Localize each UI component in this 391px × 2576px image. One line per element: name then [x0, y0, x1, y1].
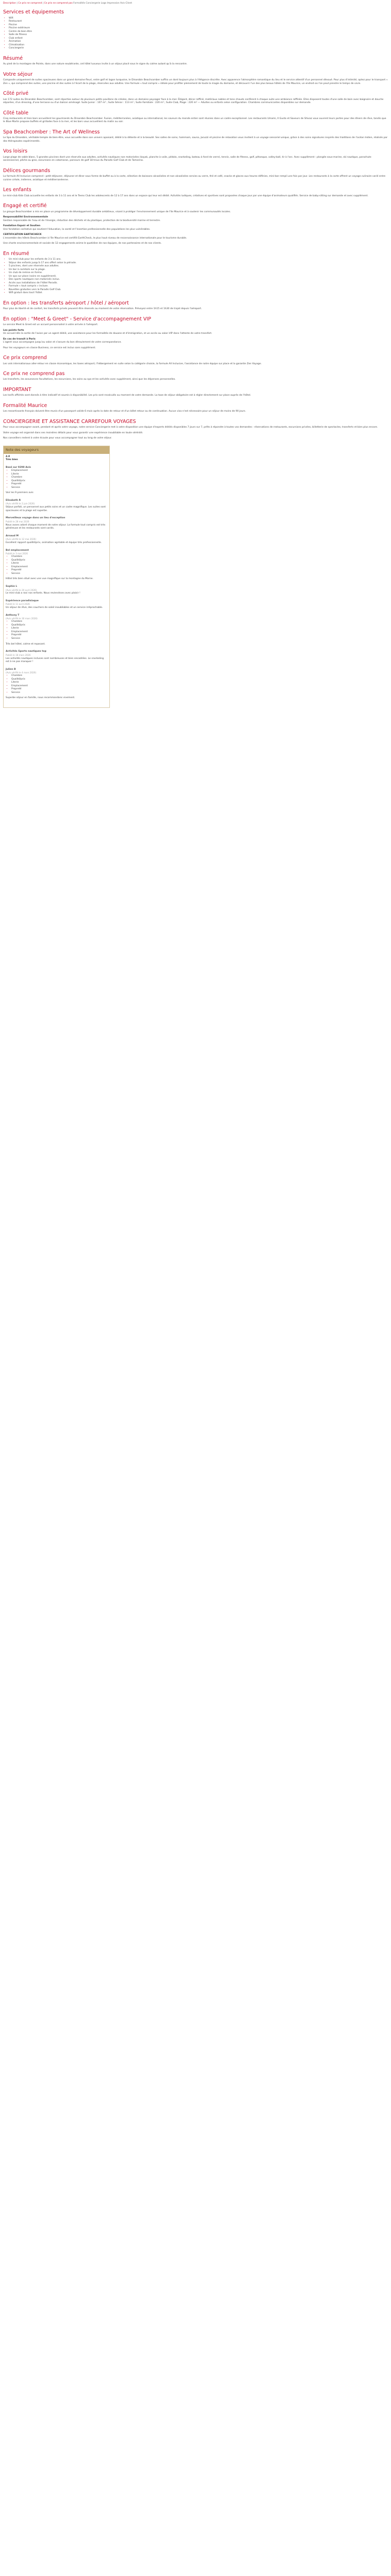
a-savoir-section	[3, 355, 388, 366]
page	[0, 0, 391, 718]
loisirs-title: Vos loisirs	[3, 148, 28, 155]
formalite-title: Formalité Maurice	[3, 402, 47, 409]
loisirs-section	[3, 148, 388, 162]
meet-greet-note: Pour les voyageurs en classe Business, ce service est inclus sans supplément.	[3, 346, 96, 349]
conciergerie-section	[3, 419, 388, 440]
en-resume-item-2-text: 5 piscines, dont une réservée aux adultes.	[9, 265, 59, 268]
review-text: Un séjour de rêve, des couchers de soleil inoubliables et un service irréprochable.	[6, 606, 103, 609]
review-criterion-3-text: Emplacement	[11, 630, 28, 633]
review-title: Anthony T	[6, 614, 20, 617]
en-resume-item-5-text: Un spa sur place (soins en supplément).	[9, 275, 57, 278]
en-resume-title: En résumé	[3, 250, 29, 257]
services-item-0-text: Wifi	[9, 16, 13, 20]
votre-sejour-text: Composée uniquement de suites spacieuses dans un grand domaine fleuri, entre golf et lagon turquoise, le Dinarobin Beachcomber suffira un dont toujours plus à l'élégance discrète. Avec apparence l'atmosphère romantique du lieu et le service attentif d'un personnel dévoué. Pour plus d'intimité, optez pour le transport « Zen », qui comprend des suites, une piscine et des suites à l'écart de la plage, réservées aux adultes. Une formule « tout compris » idéale pour profiter pleinement de toute la magie du domaine, et découvrir l'un des plus beaux hôtels de l'île Maurice, un endroit où l'on peut prendre le temps de vivre.	[3, 79, 388, 85]
review-date: Publié le 18 mars 2026	[6, 653, 31, 656]
review-title: Activités Sports nautiques top	[6, 650, 46, 653]
review-date: (Avis vérifié le 20 avril 2026)	[6, 588, 37, 591]
review-text: Voir les 9 premiers avis	[6, 492, 34, 495]
review-criterion-0-text: Chambre	[11, 555, 22, 558]
review-criterion-5-text: Service	[11, 691, 20, 694]
review-text: Le mini-club a ravi nos enfants. Nous reviendrons avec plaisir !	[6, 592, 80, 595]
reviews-header: Note des voyageurs	[4, 446, 109, 454]
review-title: Basé sur 9298 Avis	[6, 466, 31, 469]
services-item-3-text: Piscine extérieure	[9, 27, 30, 30]
review-criterion-4-text: Propreté	[11, 634, 22, 637]
review-criterion-5	[11, 691, 107, 695]
review-criterion-5	[11, 486, 107, 490]
review-criteria-list	[6, 674, 107, 694]
formalite-text: Les ressortissants français doivent être munis d'un passeport valide 6 mois après la date de retour et d'un billet retour ou de continuation. Aucun visa n'est nécessaire pour un séjour de moins de 90 jours.	[3, 410, 246, 413]
review-criteria-list	[6, 555, 107, 575]
resume-title: Résumé	[3, 55, 23, 61]
cote-prive-section	[3, 91, 388, 105]
review-date: (Avis vérifié le 2 juin 2026)	[6, 502, 35, 505]
review-criterion-1-text: Literie	[11, 472, 19, 476]
review-item-7	[6, 614, 107, 646]
options-title: En option : les transferts aéroport / hôtel / aéroport	[3, 300, 129, 306]
services-item-8-text: Climatisation	[9, 43, 25, 46]
review-title: Expérience paradisiaque	[6, 599, 39, 602]
review-criterion-5	[11, 637, 107, 641]
breadcrumb-tail: Formalités Conciergerie Logo Impression Avis Client	[73, 2, 132, 5]
review-item-6	[6, 600, 107, 610]
a-savoir-title: Ce prix comprend	[3, 355, 47, 361]
review-date: Publié le 3 mai 2026	[6, 552, 28, 555]
reviews-box	[3, 446, 110, 708]
delices-title: Délices gourmands	[3, 167, 51, 174]
meet-greet-depart-text: L'agent vous accompagne jusqu'au salon et s'assure du bon déroulement de votre correspondance.	[3, 341, 122, 344]
engage-block-3	[3, 233, 388, 240]
en-resume-item-4-text: Un club de remise en forme.	[9, 272, 43, 275]
en-resume-item-3-text: Un bar à cocktails sur la plage.	[9, 268, 46, 271]
options-section	[3, 300, 388, 311]
services-title: Services et équipements	[3, 9, 64, 15]
engage-title: Engagé et certifié	[3, 203, 47, 209]
engage-label-2: Fondation Espoir et Soutien	[3, 225, 41, 228]
en-resume-item-8-text: Formule « tout compris » incluse.	[9, 285, 48, 288]
spa-text: Le Spa du Dinarobin, véritable temple de bien-être, vous accueille dans son univers apaisant, dédié à la détente et à la beauté. Ses salles de soins, hammam, sauna, jacuzzi et piscine de relaxation vous invitent à un voyage sensoriel unique, grâce à des soins signatures inspirés des traditions de l'océan Indien, réalisés par des thérapeutes expérimentés.	[3, 137, 388, 143]
review-criterion-4-text: Propreté	[11, 569, 22, 572]
reviews-score	[6, 455, 107, 462]
review-criterion-2-text: Literie	[11, 562, 19, 565]
review-text: Nous avons adoré chaque moment de notre séjour. La formule tout compris est très généreuse et les restaurants sont variés.	[6, 523, 106, 530]
review-date: Publié le 28 mai 2026	[6, 520, 29, 523]
enfants-title: Les enfants	[3, 187, 31, 193]
engage-label-1: Responsabilité Environnementale	[3, 216, 48, 219]
review-criterion-3-text: Qualité/prix	[11, 479, 25, 482]
en-resume-item-10-text: Wifi gratuit dans tout l'hôtel.	[9, 292, 43, 295]
engage-text-3: L'ensemble des hôtels Beachcomber à l'île Maurice est certifié EarthCheck, le plus haut niveau de reconnaissance internationale pour le tourisme durable.	[3, 236, 187, 240]
breadcrumb-link-1[interactable]: Ce prix ne comprend	[18, 2, 42, 5]
review-criterion-4-text: Propreté	[11, 688, 22, 691]
review-item-1	[6, 499, 107, 513]
delices-section	[3, 168, 388, 182]
reviews-score-value: 4.8	[6, 455, 10, 458]
review-criterion-0-text: Emplacement	[11, 469, 28, 472]
review-criterion-5	[11, 572, 107, 576]
meet-greet-title: En option : "Meet & Greet" - Service d'accompagnement VIP	[3, 316, 151, 322]
review-title: Sophie L	[6, 585, 18, 588]
review-item-5	[6, 585, 107, 596]
votre-sejour-title: Votre séjour	[3, 71, 33, 77]
meet-greet-arrivee-label: Les points forts	[3, 329, 24, 332]
en-resume-item-9-text: Navettes gratuites vers le Paradis Golf Club.	[9, 288, 61, 291]
engage-text-1: Gestion responsable de l'eau et de l'énergie, réduction des déchets et du plastique, protection de la biodiversité marine et terrestre.	[3, 219, 161, 222]
engage-text-4: Une charte environnementale et sociale de 12 engagements anime le quotidien de nos équipes, de nos partenaires et de nos clients.	[3, 242, 162, 245]
review-criterion-2-text: Literie	[11, 681, 19, 684]
review-criterion-1-text: Qualité/prix	[11, 623, 25, 626]
cote-prive-text: Les 172 suites du Dinarobin Beachcomber, sont réparties autour de plusieurs petits pavillons de créoles, dans un domaine paysager face à la mer. Élégant, décor raffiné, matériaux nobles et tons chauds confèrent à chaque suite une ambiance raffinée. Elles disposent toutes d'une salle de bain avec baignoire et douche séparées, d'un dressing, d'une terrasse ou d'un balcon aménagé. Suite Junior : 107 m² ; Suite Sénior : 113 m² ; Suite Familiale : 220 m² ; Suite Club, Plage : 220 m² — Adultes ou enfants selon configuration. Chambres communicantes disponibles sur demande.	[3, 98, 384, 105]
meet-greet-section	[3, 316, 388, 350]
table-section	[3, 110, 388, 124]
review-criterion-0-text: Chambre	[11, 620, 22, 623]
engage-block-2	[3, 225, 388, 231]
review-criteria-list	[6, 620, 107, 640]
review-item-2	[6, 517, 107, 531]
formalite-section	[3, 403, 388, 414]
services-item-4-text: Centre de bien-être	[9, 30, 32, 33]
conciergerie-title: CONCIERGERIE ET ASSISTANCE CARREFOUR VOYAGES	[3, 418, 136, 425]
review-date: (Avis vérifié le 30 mars 2026)	[6, 617, 38, 620]
meet-greet-arrivee-text: Un accueil dès la sortie de l'avion par un agent dédié, une assistance pour les formalités de douane et d'immigration, et un accès au salon VIP dans l'attente de votre transfert.	[3, 332, 213, 335]
conciergerie-text-2: Votre voyage est organisé dans ses moindres détails pour vous garantir une expérience inoubliable en toute sérénité.	[3, 431, 143, 434]
services-item-1-text: Restaurant	[9, 20, 22, 23]
conciergerie-text-3: Nos conseillers restent à votre écoute pour vous accompagner tout au long de votre séjour.	[3, 437, 112, 440]
services-section	[3, 9, 388, 50]
important-section	[3, 387, 388, 398]
services-item-2-text: Piscine	[9, 23, 17, 26]
en-resume-section	[3, 251, 388, 295]
review-title: Merveilleux voyage dans un lieu d'exception	[6, 517, 66, 520]
review-date: (Avis vérifié le 12 mai 2026)	[6, 538, 37, 541]
review-criterion-4-text: Propreté	[11, 483, 22, 486]
review-text: Excellent rapport qualité/prix, animation agréable et équipe très professionnelle.	[6, 541, 102, 545]
review-title: Julien B	[6, 668, 16, 671]
services-item-9-text: Conciergerie	[9, 47, 24, 50]
ne-comprend-text: Les transferts, les assurances facultatives, les excursions, les soins au spa et les activités avec supplément, ainsi que les dépenses personnelles.	[3, 378, 176, 381]
enfants-text: Le mini-club Kids Club accueille les enfants de 3 à 11 ans et le Teens Club les adolescents de 12 à 17 ans dans un espace qui leur est dédié. Activités ludiques, créatives et sportives sont proposées chaque jour par une équipe d'animateurs qualifiés. Service de baby-sitting sur demande et avec supplément.	[3, 194, 368, 197]
meet-greet-depart-label: En cas de transit à Paris	[3, 337, 36, 341]
review-item-0	[6, 466, 107, 495]
review-item-4	[6, 549, 107, 581]
breadcrumb: Description | Ce prix ne comprend | Ce prix ne comprend pas Formalités Conciergerie Logo Impression Avis Client	[3, 2, 132, 5]
breadcrumb-link-2[interactable]: Ce prix ne comprend pas	[44, 2, 73, 5]
en-resume-list	[3, 258, 388, 295]
meet-greet-arrivee	[3, 329, 388, 336]
review-text: Hôtel très bien situé avec une vue magnifique sur la montagne du Morne.	[6, 578, 93, 581]
reviews-body	[4, 454, 109, 707]
delices-text: La formule All Inclusive comprend : petit-déjeuner, déjeuner et dîner sous forme de buffet ou à la carte, sélection de boissons alcoolisées et non alcoolisées servies au verre, thé et café, snacks et glaces aux heures définies, mini-bar rempli une fois par jour. Les restaurants à la carte offrent un voyage culinaire varié entre cuisine créole, indienne, asiatique et méditerranéenne.	[3, 175, 386, 181]
options-text: Pour plus de liberté et de confort, les transferts privés peuvent être réservés au moment de votre réservation. Prévoyez entre 1h15 et 1h30 de trajet depuis l'aéroport.	[3, 308, 202, 311]
spa-section	[3, 129, 388, 143]
engage-block-1	[3, 216, 388, 223]
services-item-5-text: Salle de fitness	[9, 33, 27, 37]
table-title: Côté table	[3, 110, 29, 116]
review-criterion-3-text: Emplacement	[11, 684, 28, 687]
review-criterion-5-text: Service	[11, 572, 20, 575]
review-title: Bel emplacement	[6, 549, 29, 552]
en-resume-item-0-text: Un mini-club pour les enfants de 3 à 11 ans.	[9, 258, 61, 261]
en-resume-item-6-text: Des sports nautiques non motorisés inclus.	[9, 278, 60, 281]
services-item-7-text: Animation	[9, 40, 21, 43]
engage-text: Le groupe Beachcomber a mis en place un programme de développement durable ambitieux, visant à protéger l'environnement unique de l'île Maurice et à soutenir les communautés locales.	[3, 210, 231, 213]
breadcrumb-link-0[interactable]: Description	[3, 2, 17, 5]
en-resume-item-1-text: Séjour des enfants jusqu'à 17 ans offert selon la période.	[9, 261, 77, 264]
engage-text-2: Une fondation caritative qui soutient l'éducation, la santé et l'insertion professionnelle des populations les plus vulnérables.	[3, 228, 151, 231]
enfants-section	[3, 187, 388, 198]
review-criterion-5-text: Service	[11, 637, 20, 640]
review-item-9	[6, 668, 107, 700]
review-title: Elisabeth R	[6, 499, 21, 502]
important-text: Les tarifs affichés sont donnés à titre indicatif et soumis à disponibilité. Les prix sont recalculés au moment de votre demande. La taxe de séjour obligatoire est à régler directement sur place auprès de l'hôtel.	[3, 394, 251, 397]
ne-comprend-title: Ce prix ne comprend pas	[3, 371, 65, 377]
review-text: Les activités nautiques incluses sont nombreuses et bien encadrées. Le snorkeling est à ne pas manquer !	[6, 657, 104, 664]
review-criterion-1-text: Qualité/prix	[11, 558, 25, 562]
en-resume-item-7-text: Accès aux installations de l'hôtel Paradis.	[9, 281, 58, 284]
meet-greet-depart	[3, 338, 388, 345]
reviews-list	[6, 466, 107, 700]
engage-section	[3, 203, 388, 246]
review-criterion-2-text: Chambre	[11, 476, 22, 479]
services-list	[3, 17, 388, 50]
review-text: Très bel hôtel, calme et reposant.	[6, 642, 45, 646]
review-item-8	[6, 650, 107, 664]
ne-comprend-section	[3, 371, 388, 382]
table-text: Cinq restaurants et trois bars accueillent les gourmands du Dinarobin Beachcomber. Fusion, méditerranéen, asiatique ou international, les saveurs du monde entier sont réunies dans un cadre exceptionnel. Les restaurants Umami, Il Gusto et Saveurs de Shivaz vous ouvrent leurs portes pour des dîners de rêve, tandis que le Blue Marlin propose buffets et grillades face à la mer, et les bars vous accueillent du matin au soir.	[3, 117, 386, 124]
resume-section	[3, 56, 388, 66]
review-criterion-2-text: Literie	[11, 627, 19, 630]
review-criteria-list	[6, 469, 107, 489]
services-item-9	[9, 47, 388, 50]
loisirs-text: Large plage de sable blanc, 5 grandes piscines dont une réservée aux adultes, activités nautiques non motorisées (kayak, planche à voile, pédalo, snorkeling, bateau à fond de verre), tennis, salle de fitness, golf, pétanque, volley-ball, tir à l'arc. Avec supplément : plongée sous-marine, ski nautique, parachute ascensionnel, pêche au gros, excursions en catamaran, parcours de golf 18 trous du Paradis Golf Club et de Tamarina.	[3, 156, 371, 162]
votre-sejour-section	[3, 72, 388, 86]
meet-greet-text: Le service Meet & Greet est un accueil personnalisé à votre arrivée à l'aéroport.	[3, 324, 99, 327]
en-resume-item-10	[9, 292, 388, 295]
engage-label-3: CERTIFICATION EARTHCHECK	[3, 233, 42, 236]
spa-title: Spa Beachcomber : The Art of Wellness	[3, 129, 100, 135]
cote-prive-title: Côté privé	[3, 91, 29, 97]
review-text: Superbe séjour en famille, nous recommandons vivement.	[6, 697, 75, 700]
review-item-3	[6, 535, 107, 545]
a-savoir-text: Les vols internationaux aller-retour en classe économique, les taxes aéroport, l'hébergement en suite selon la catégorie choisie, la formule All Inclusive, l'assistance de notre équipe sur place et la garantie Zen Voyage.	[3, 362, 262, 365]
review-criterion-1-text: Qualité/prix	[11, 677, 25, 681]
review-criterion-5-text: Service	[11, 486, 20, 489]
review-title: Arnaud M	[6, 534, 19, 537]
review-date: (Avis vérifié le 4 mars 2026)	[6, 671, 37, 674]
resume-text: Au pied de la montagne de Pointe, dans une nature exubérante, cet hôtel luxueux invite à un séjour placé sous le signe du calme autant qu'à la rencontre.	[3, 63, 188, 66]
review-criterion-0-text: Chambre	[11, 674, 22, 677]
conciergerie-text: Pour vous accompagner avant, pendant et après votre voyage, notre service Conciergerie met à votre disposition une équipe d'experts dédiés disponibles 7 jours sur 7, prêts à répondre à toutes vos demandes : réservations de restaurants, excursions privées, billetterie de spectacles, transferts et bien plus encore.	[3, 426, 378, 429]
services-item-6-text: Club enfant	[9, 37, 23, 40]
review-text: Séjour parfait, un personnel aux petits soins et un cadre magnifique. Les suites sont spacieuses et la plage est superbe.	[6, 506, 106, 512]
important-title: IMPORTANT	[3, 386, 31, 393]
review-date: Publié le 11 avril 2026	[6, 603, 30, 606]
review-criterion-3-text: Emplacement	[11, 565, 28, 568]
reviews-score-label: Très bien	[6, 459, 18, 462]
